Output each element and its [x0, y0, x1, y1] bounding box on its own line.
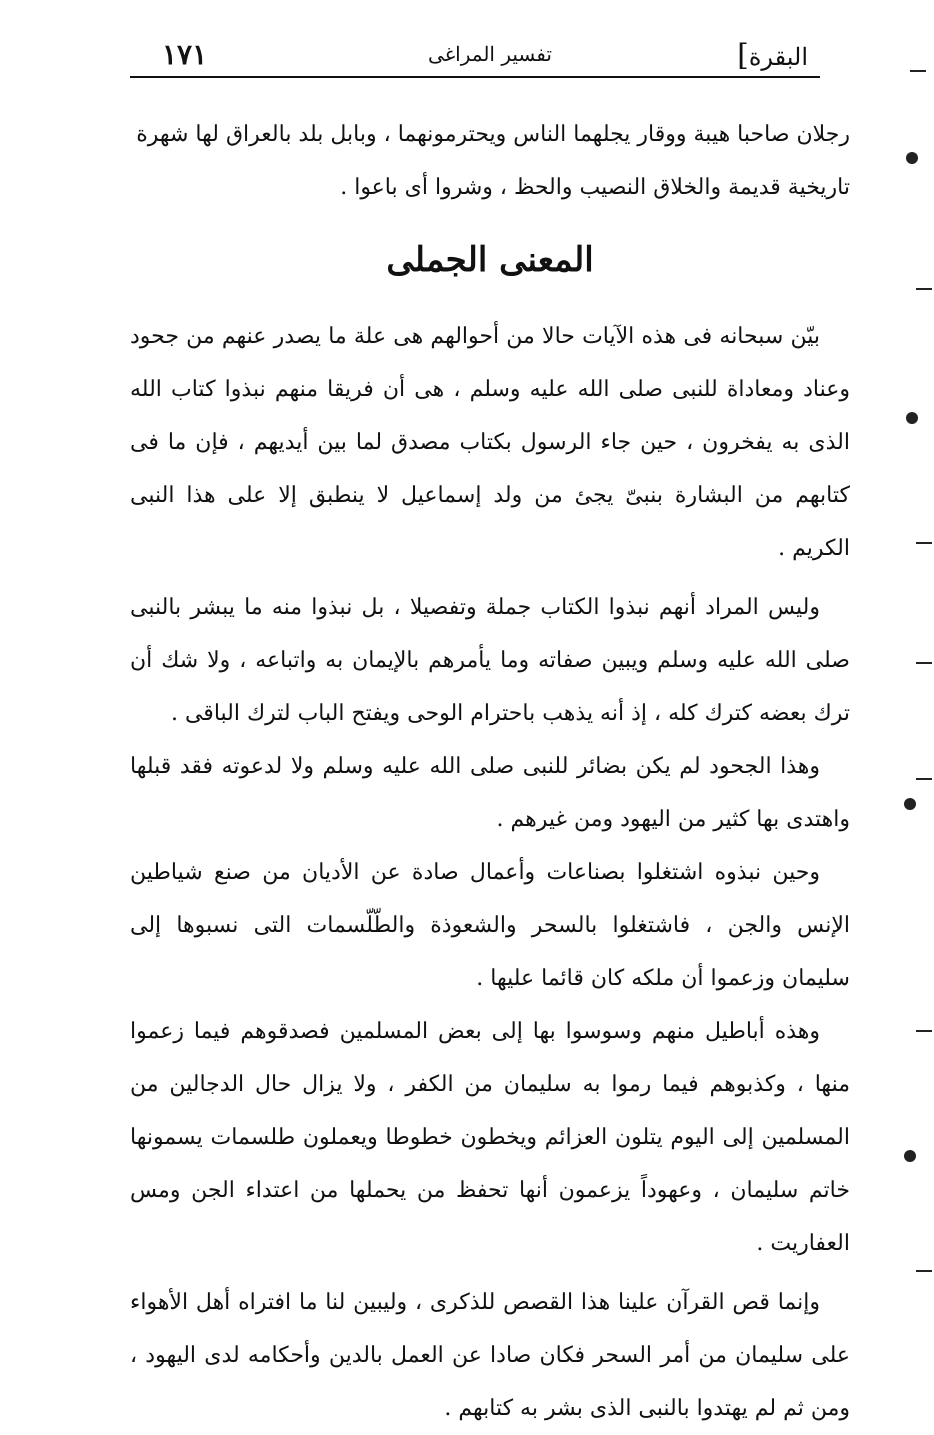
margin-mark	[916, 778, 932, 780]
margin-mark	[916, 288, 932, 290]
surah-name-text: البقرة	[748, 43, 808, 71]
paragraph: وليس المراد أنهم نبذوا الكتاب جملة وتفصيلا ، بل نبذوا منه ما يبشر بالنبى صلى الله عليه وسلم ويبين صفاته وما يأمرهم بالإيمان به واتباعه ، ولا شك أن ترك بعضه كترك كله ، إذ أنه يذهب باحترام الوحى ويفتح الباب لترك الباقى .	[130, 595, 850, 726]
margin-mark	[916, 662, 932, 664]
margin-mark	[910, 70, 926, 72]
surah-name	[733, 38, 808, 73]
header-rule	[130, 76, 820, 78]
book-title: تفسير المراغى	[428, 42, 552, 66]
margin-mark	[906, 412, 918, 424]
section-title: المعنى الجملى	[386, 240, 594, 280]
paragraph: وحين نبذوه اشتغلوا بصناعات وأعمال صادة عن الأديان من صنع شياطين الإنس والجن ، فاشتغلوا بالسحر والشعوذة والطّلّسمات التى نسبوها إلى سليمان وزعموا أن ملكه كان قائما عليها .	[130, 860, 850, 991]
intro-line: تاريخية قديمة والخلاق النصيب والحظ ، وشروا أى باعوا .	[340, 175, 850, 200]
margin-mark	[916, 542, 932, 544]
margin-mark	[916, 1270, 932, 1272]
page-header	[130, 30, 820, 80]
margin-mark	[906, 152, 918, 164]
page-content	[130, 108, 850, 1435]
margin-mark	[916, 1030, 932, 1032]
margin-mark	[904, 1150, 916, 1162]
intro-line: رجلان صاحبا هيبة ووقار يجلهما الناس ويحترمونهما ، وبابل بلد بالعراق لها شهرة	[136, 122, 850, 147]
paragraph: بيّن سبحانه فى هذه الآيات حالا من أحوالهم هى علة ما يصدر عنهم من جحود وعناد ومعاداة للنبى صلى الله عليه وسلم ، هى أن فريقا منهم نبذوا كتاب الله الذى به يفخرون ، حين جاء الرسول بكتاب مصدق لما بين أيديهم ، فإن ما فى كتابهم من البشارة بنبىّ يجئ من ولد إسماعيل لا ينطبق إلا على هذا النبى الكريم .	[130, 324, 850, 561]
margin-mark	[904, 798, 916, 810]
header-bracket: ]	[737, 38, 749, 73]
paragraph: وإنما قص القرآن علينا هذا القصص للذكرى ، وليبين لنا ما افتراه أهل الأهواء على سليمان من أمر السحر فكان صادا عن العمل بالدين وأحكامه لدى اليهود ، ومن ثم لم يهتدوا بالنبى الذى بشر به كتابهم .	[130, 1290, 850, 1421]
paragraph: وهذا الجحود لم يكن بضائر للنبى صلى الله عليه وسلم ولا لدعوته فقد قبلها واهتدى بها كثير من اليهود ومن غيرهم .	[130, 754, 850, 832]
page-number: ١٧١	[162, 38, 208, 71]
paragraph: وهذه أباطيل منهم وسوسوا بها إلى بعض المسلمين فصدقوهم فيما زعموا منها ، وكذبوهم فيما رموا به سليمان من الكفر ، ولا يزال حال الدجالين من المسلمين إلى اليوم يتلون العزائم ويخطون خطوطا ويعملون طلسمات يسمونها خاتم سليمان ، وعهوداً يزعمون أنها تحفظ من يحملها من اعتداء الجن ومس العفاريت .	[130, 1019, 850, 1256]
